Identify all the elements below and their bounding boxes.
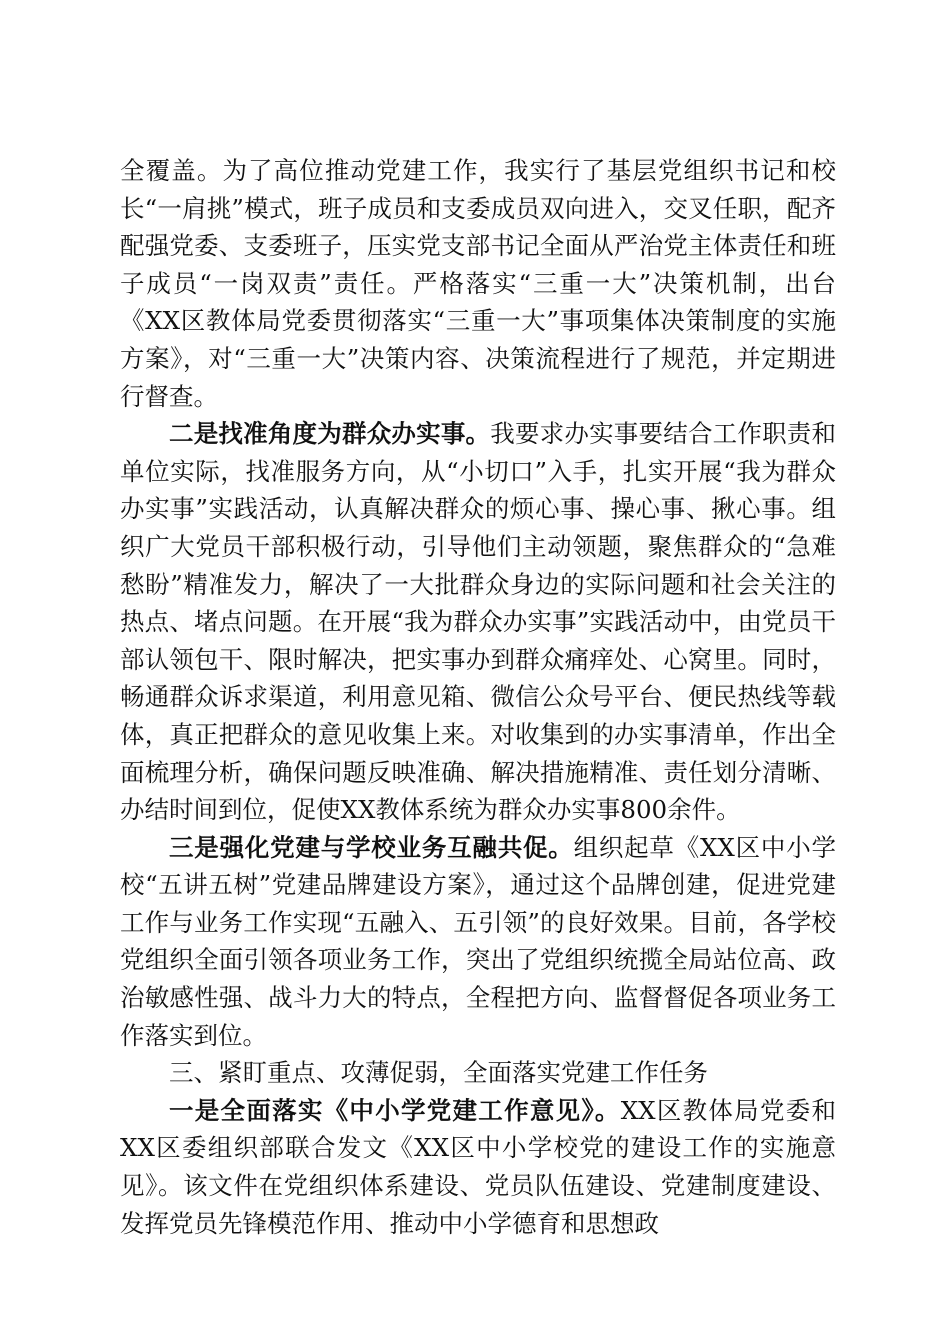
- section-heading-text: 三、紧盯重点、攻薄促弱，全面落实党建工作任务: [169, 1058, 708, 1088]
- paragraph-heading: 一是全面落实《中小学党建工作意见》。: [169, 1095, 621, 1125]
- paragraph-text: 全覆盖。为了高位推动党建工作，我实行了基层党组织书记和校长“一肩挑”模式，班子成员和支委成员双向进入，交叉任职，配齐配强党委、支委班子，压实党支部书记全面从严治党主体责任和班子成员“一岗双责”责任。严格落实“三重一大”决策机制，出台《XX区教体局党委贯彻落实“三重一大”事项集体决策制度的实施方案》，对“三重一大”决策内容、决策流程进行了规范，并定期进行督查。: [120, 156, 836, 411]
- paragraph-continued: [120, 152, 836, 415]
- paragraph-text: 组织起草《XX区中小学校“五讲五树”党建品牌建设方案》，通过这个品牌创建，促进党建工作与业务工作实现“五融入、五引领”的良好效果。目前，各学校党组织全面引领各项业务工作，突出了党组织统揽全局站位高、政治敏感性强、战斗力大的特点，全程把方向、监督督促各项业务工作落实到位。: [120, 832, 837, 1050]
- document-body: [120, 152, 836, 1242]
- paragraph-implement-opinion: [120, 1092, 836, 1242]
- paragraph-text: 我要求办实事要结合工作职责和单位实际，找准服务方向，从“小切口”入手，扎实开展“我为群众办实事”实践活动，认真解决群众的烦心事、操心事、揪心事。组织广大党员干部积极行动，引导他们主动领题，聚焦群众的“急难愁盼”精准发力，解决了一大批群众身边的实际问题和社会关注的热点、堵点问题。在开展“我为群众办实事”实践活动中，由党员干部认领包干、限时解决，把实事办到群众痛痒处、心窝里。同时，畅通群众诉求渠道，利用意见箱、微信公众号平台、便民热线等载体，真正把群众的意见收集上来。对收集到的办实事清单，作出全面梳理分析，确保问题反映准确、解决措施精准、责任划分清晰、办结时间到位，促使XX教体系统为群众办实事800余件。: [120, 419, 836, 825]
- paragraph-heading: 三是强化党建与学校业务互融共促。: [169, 832, 574, 862]
- paragraph-text: XX区教体局党委和XX区委组织部联合发文《XX区中小学校党的建设工作的实施意见》。该文件在党组织体系建设、党员队伍建设、党建制度建设、发挥党员先锋模范作用、推动中小学德育和思想政: [120, 1095, 836, 1238]
- paragraph-heading: 二是找准角度为群众办实事。: [169, 419, 491, 449]
- paragraph-serve-people: [120, 415, 836, 829]
- paragraph-integration: [120, 829, 836, 1055]
- section-heading: [120, 1054, 836, 1092]
